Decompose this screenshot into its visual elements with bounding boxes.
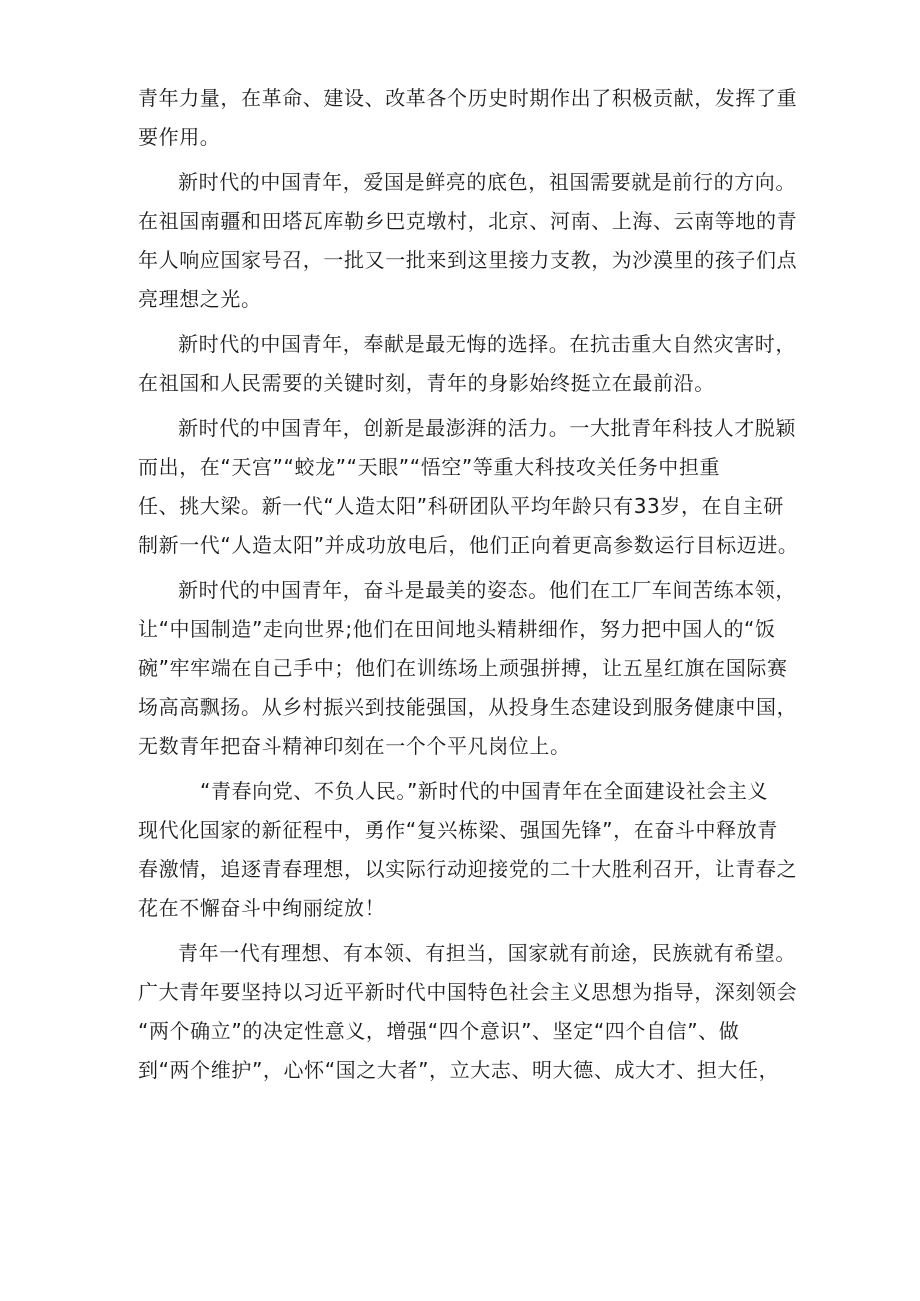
paragraph-line: 年人响应国家号召，一批又一批来到这里接力支教，为沙漠里的孩子们点 — [138, 248, 798, 272]
paragraph-line: 青年力量，在革命、建设、改革各个历史时期作出了积极贡献，发挥了重 — [138, 86, 798, 110]
paragraph-line: 新时代的中国青年，创新是最澎湃的活力。一大批青年科技人才脱颖 — [178, 416, 796, 440]
paragraph-line: 而出，在“天宫”“蛟龙”“天眼”“悟空”等重大科技攻关任务中担重 — [138, 455, 721, 479]
body-text — [138, 86, 799, 1099]
paragraph-line: 广大青年要坚持以习近平新时代中国特色社会主义思想为指导，深刻领会 — [138, 980, 798, 1004]
paragraph-line: “青春向党、不负人民。”新时代的中国青年在全面建设社会主义 — [200, 779, 769, 803]
paragraph-line: 场高高飘扬。从乡村振兴到技能强国，从投身生态建设到服务健康中国， — [138, 695, 798, 719]
paragraph-line: 在祖国和人民需要的关键时刻，青年的身影始终挺立在最前沿。 — [138, 371, 715, 395]
paragraph-line: 现代化国家的新征程中，勇作“复兴栋梁、强国先锋”，在奋斗中释放青 — [138, 818, 778, 842]
paragraph-line: 要作用。 — [138, 125, 221, 149]
paragraph-line: 花在不懈奋斗中绚丽绽放！ — [138, 896, 386, 920]
paragraph-line: 青年一代有理想、有本领、有担当，国家就有前途，民族就有希望。 — [178, 941, 796, 965]
paragraph-line: 新时代的中国青年，爱国是鲜亮的底色，祖国需要就是前行的方向。 — [178, 170, 796, 194]
paragraph-line: 在祖国南疆和田塔瓦库勒乡巴克墩村，北京、河南、上海、云南等地的青 — [138, 209, 798, 233]
paragraph-line: 任、挑大梁。新一代“人造太阳”科研团队平均年龄只有33岁，在自主研 — [138, 494, 784, 518]
paragraph-line: 让“中国制造”走向世界;他们在田间地头精耕细作，努力把中国人的“饭 — [138, 617, 776, 641]
paragraph-line: 亮理想之光。 — [138, 287, 262, 311]
paragraph-line: 无数青年把奋斗精神印刻在一个个平凡岗位上。 — [138, 734, 571, 758]
paragraph-line: 春激情，追逐青春理想，以实际行动迎接党的二十大胜利召开，让青春之 — [138, 857, 798, 881]
paragraph-line: 碗”牢牢端在自己手中；他们在训练场上顽强拼搏，让五星红旗在国际赛 — [138, 656, 788, 680]
paragraph-line: 新时代的中国青年，奉献是最无悔的选择。在抗击重大自然灾害时， — [178, 332, 796, 356]
paragraph-line: 新时代的中国青年，奋斗是最美的姿态。他们在工厂车间苦练本领， — [178, 578, 796, 602]
paragraph-line: “两个确立”的决定性意义，增强“四个意识”、坚定“四个自信”、做 — [138, 1019, 740, 1043]
paragraph-line: 到“两个维护”，心怀“国之大者”，立大志、明大德、成大才、担大任， — [138, 1058, 780, 1082]
paragraph-line: 制新一代“人造太阳”并成功放电后，他们正向着更高参数运行目标迈进。 — [138, 533, 799, 557]
